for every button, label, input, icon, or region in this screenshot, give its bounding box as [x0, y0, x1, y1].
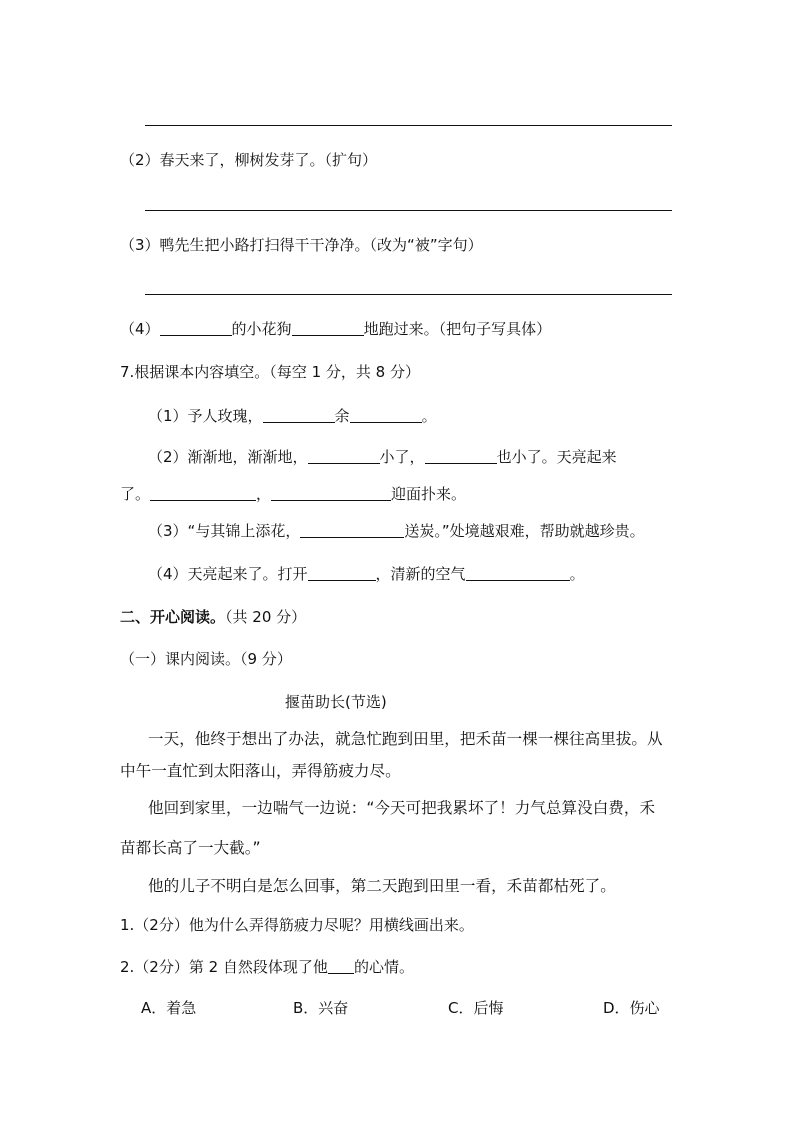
q6-item-4	[120, 319, 551, 339]
question-2-prefix: 2.（2分）第 2 自然段体现了他	[120, 958, 328, 976]
passage-title: 揠苗助长(节选)	[285, 693, 387, 711]
section-2-score: （共 20 分）	[225, 608, 307, 626]
fill-blank[interactable]	[308, 447, 380, 464]
q6-item-2: （2）春天来了，柳树发芽了。（扩句）	[120, 151, 378, 169]
q7-item-2-prefix: （2）渐渐地，渐渐地，	[148, 448, 308, 466]
fill-blank[interactable]	[308, 564, 376, 581]
section-2-title: 二、开心阅读。	[120, 608, 226, 626]
q7-item-2-mid: 小了，	[379, 448, 425, 466]
answer-line-3[interactable]	[145, 294, 672, 295]
fill-blank[interactable]	[263, 406, 335, 423]
fill-blank[interactable]	[271, 484, 391, 501]
option-c[interactable]: C．后悔	[448, 999, 504, 1017]
passage-p3: 他的儿子不明白是怎么回事，第二天跑到田里一看，禾苗都枯死了。	[148, 877, 616, 895]
fill-blank[interactable]	[160, 319, 232, 336]
question-2	[120, 957, 414, 977]
fill-blank[interactable]	[300, 521, 404, 538]
q7-item-1-suffix: 。	[421, 407, 437, 425]
passage-p1-line-2: 中午一直忙到太阳落山，弄得筋疲力尽。	[120, 762, 401, 780]
q6-item-4-prefix: （4）	[120, 320, 160, 338]
question-1: 1.（2分）他为什么弄得筋疲力尽呢？用横线画出来。	[120, 916, 474, 934]
q6-item-3: （3）鸭先生把小路打扫得干干净净。（改为“被”字句）	[120, 236, 483, 254]
section-2-heading	[120, 607, 306, 627]
answer-line-2[interactable]	[145, 210, 672, 211]
fill-blank[interactable]	[425, 447, 497, 464]
q7-item-3	[148, 521, 645, 541]
q6-item-4-suffix: 地跑过来。（把句子写具体）	[363, 320, 552, 338]
q7-item-4-mid: ，清新的空气	[375, 565, 466, 583]
part-1-heading: （一）课内阅读。（9 分）	[120, 650, 292, 668]
fill-blank[interactable]	[328, 957, 354, 974]
q7-item-2-line-2	[120, 484, 466, 504]
fill-blank[interactable]	[292, 319, 364, 336]
fill-blank[interactable]	[350, 406, 422, 423]
q7-item-2-line-2-mid: ，	[256, 485, 272, 503]
q7-item-3-prefix: （3）“与其锦上添花，	[148, 522, 301, 540]
fill-blank[interactable]	[466, 564, 570, 581]
passage-p1-line-1: 一天，他终于想出了办法，就急忙跑到田里，把禾苗一棵一棵往高里拔。从	[148, 730, 663, 748]
q7-item-4-prefix: （4）天亮起来了。打开	[148, 565, 308, 583]
fill-blank[interactable]	[150, 484, 256, 501]
q7-item-2-line-2-suffix: 迎面扑来。	[391, 485, 467, 503]
q7-item-4	[148, 564, 585, 584]
passage-p2-line-1: 他回到家里，一边喘气一边说：“今天可把我累坏了！力气总算没白费，禾	[148, 799, 656, 817]
question-2-suffix: 的心情。	[353, 958, 414, 976]
q7-item-2-line-2-prefix: 了。	[120, 485, 151, 503]
option-d[interactable]: D．伤心	[603, 999, 660, 1017]
q7-item-2-line-1	[148, 447, 617, 467]
passage-p2-line-2: 苗都长高了一大截。”	[120, 839, 261, 857]
option-a[interactable]: A．着急	[141, 999, 197, 1017]
q7-item-3-suffix: 送炭。”处境越艰难，帮助就越珍贵。	[404, 522, 645, 540]
q7-item-1-mid: 余	[334, 407, 350, 425]
q7-title: 7.根据课本内容填空。（每空 1 分，共 8 分）	[120, 363, 420, 381]
option-b[interactable]: B．兴奋	[293, 999, 349, 1017]
q7-item-1-prefix: （1）予人玫瑰，	[148, 407, 263, 425]
q7-item-4-suffix: 。	[569, 565, 585, 583]
answer-line-1[interactable]	[145, 125, 672, 126]
q7-item-1	[148, 406, 437, 426]
q7-item-2-suffix: 也小了。天亮起来	[496, 448, 617, 466]
q6-item-4-mid: 的小花狗	[231, 320, 292, 338]
